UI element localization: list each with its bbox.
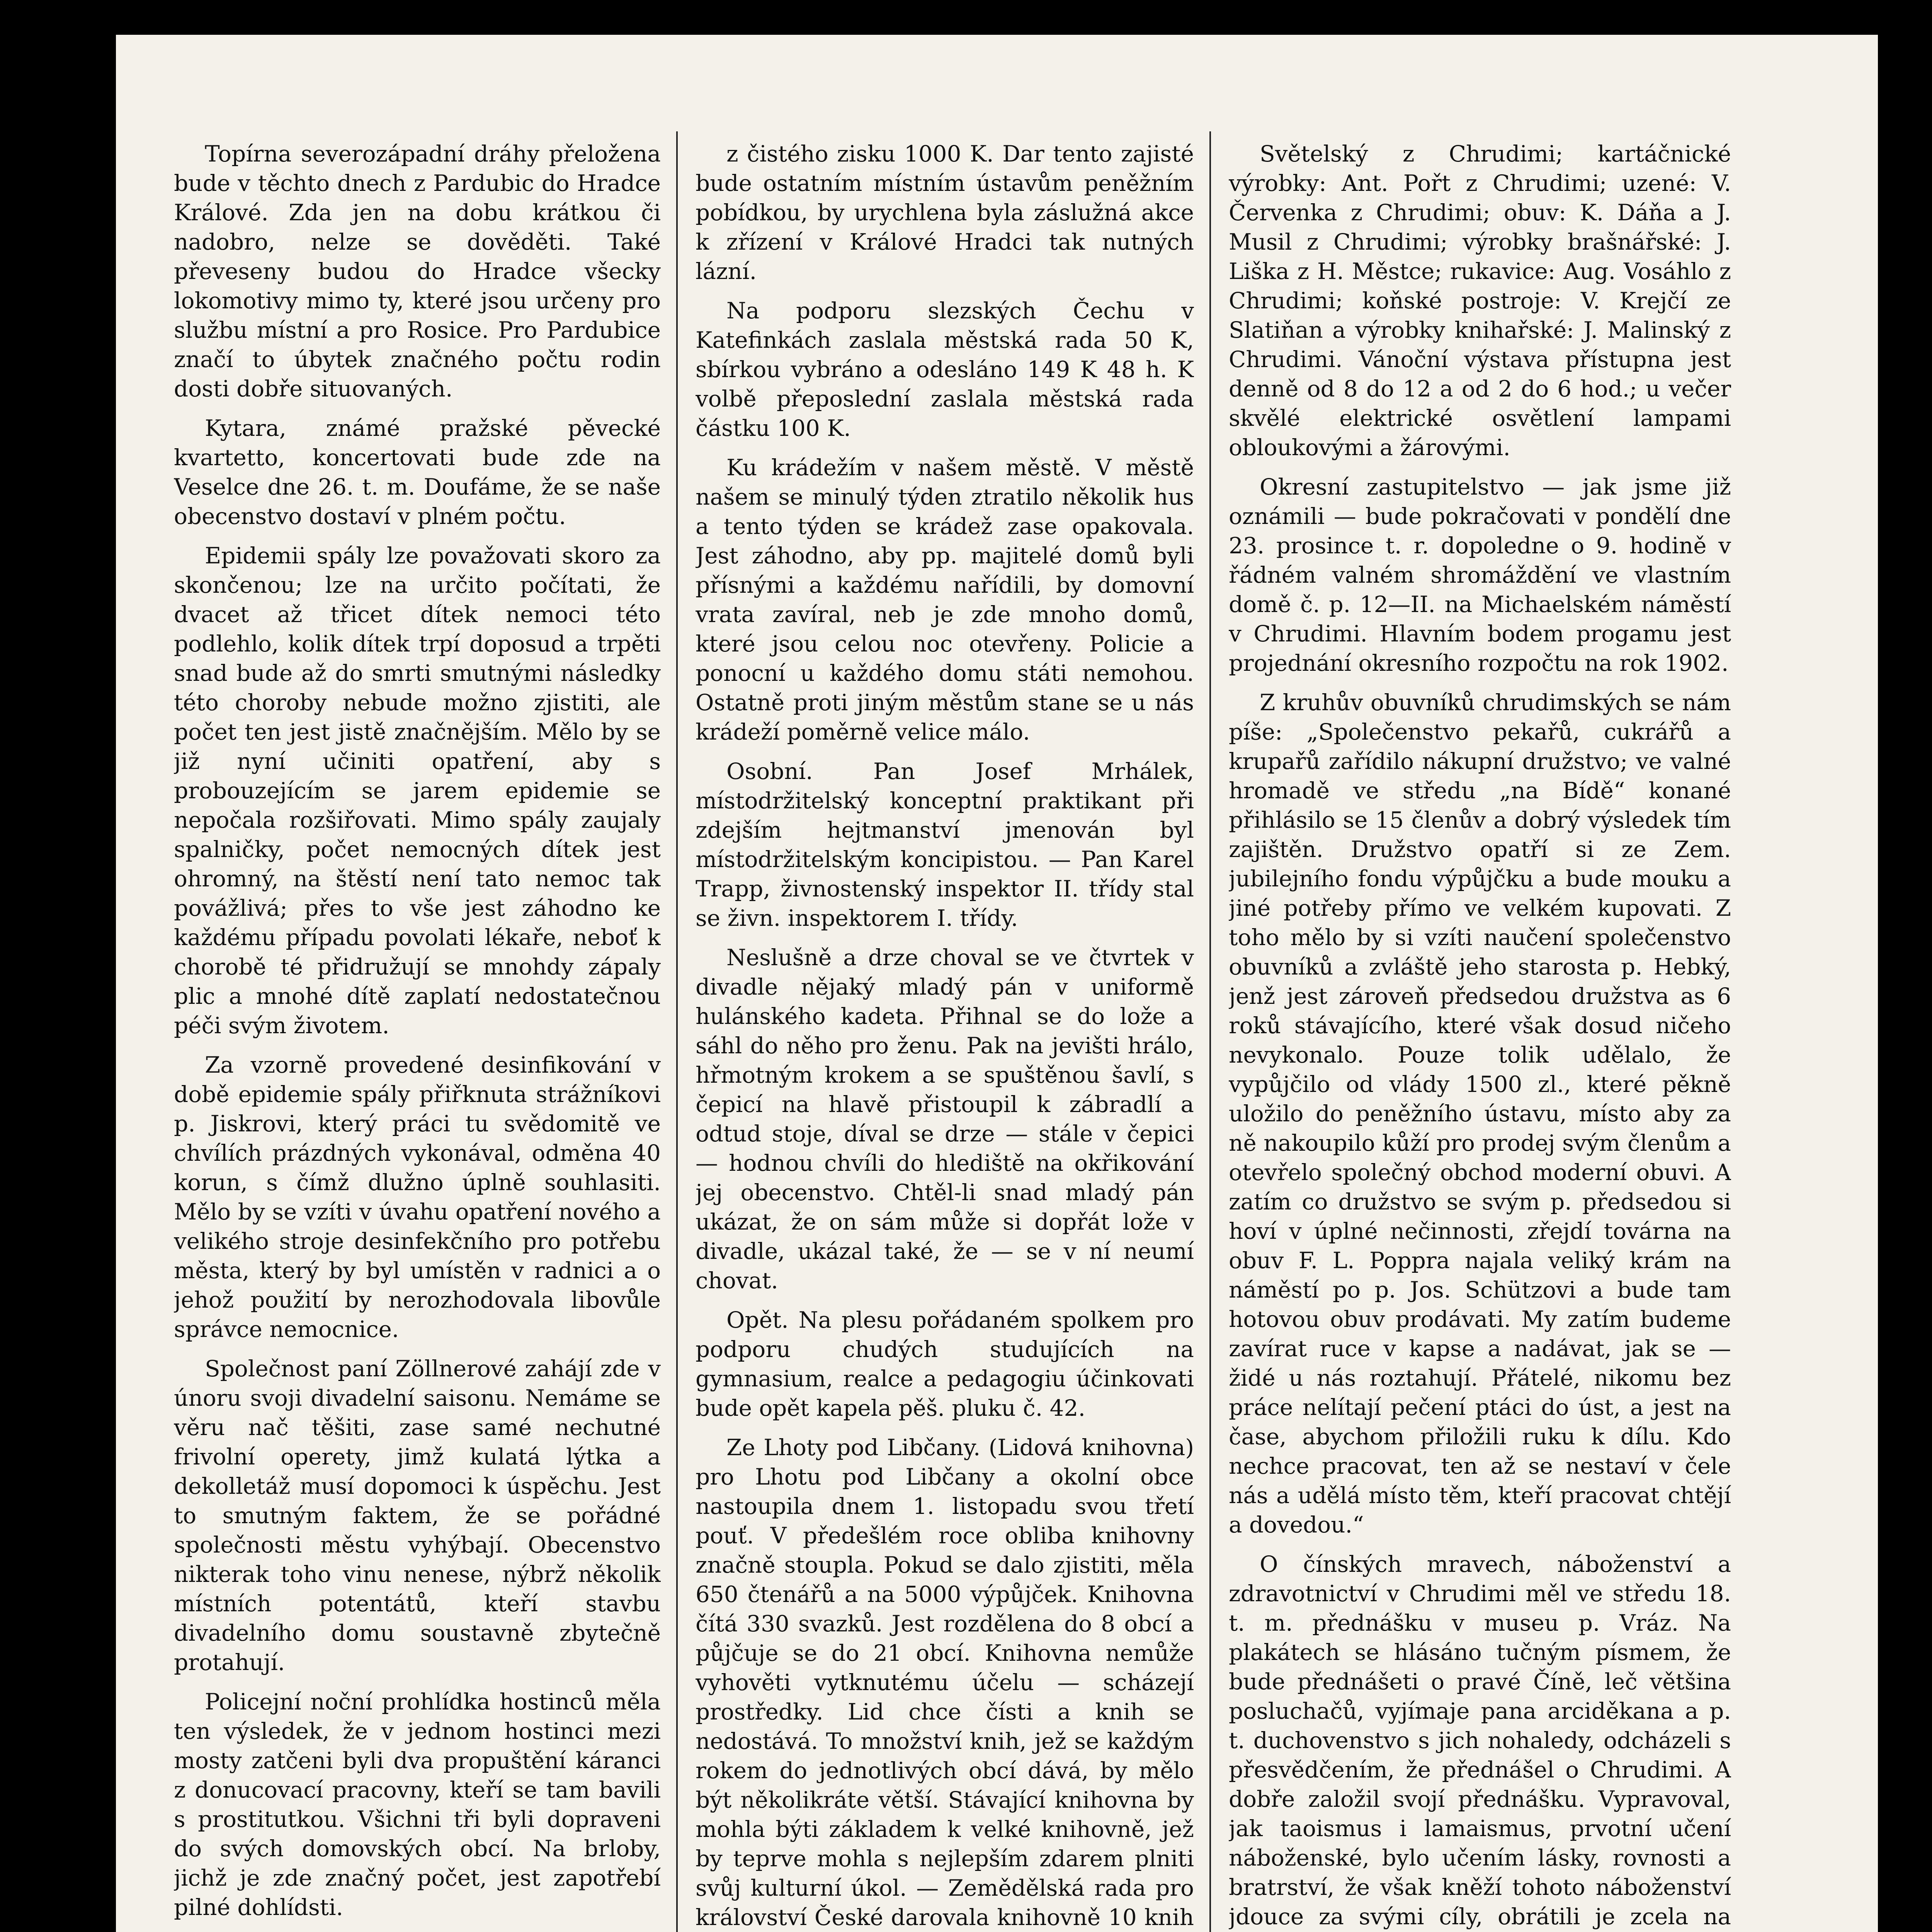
article-paragraph: Ze Lhoty pod Libčany. (Lidová knihovna) pro Lhotu pod Libčany a okolní obce nastoupila dnem 1. listopadu svou třetí pouť. V předešlém roce obliba knihovny značně stoupla. Pokud se dalo zjistiti, měla 650 čtenářů a na 5000 výpůjček. Knihovna čítá 330 svazků. Jest rozdělena do 8 obcí a půjčuje se do 21 obcí. Knihovna nemůže vyhověti vytknutému účelu — scházejí prostředky. Lid chce čísti a knih se nedostává. To množství knih, jež se každým rokem do jednotlivých obcí dává, by mělo být několikráte větší. Stávající knihovna by mohla býti základem k velké knihovně, jež by teprve mohla s nejlepším zdarem plniti svůj kulturní úkol. — Zemědělská rada pro království České darovala knihovně 10 knih <box>696 1434 1194 1930</box>
article-paragraph: Za vzorně provedené desinfikování v době epidemie spály přiřknuta strážníkovi p. Jiskrovi, který práci tu svědomitě ve chvílích prázdných vykonával, odměna 40 korun, s čímž dlužno úplně souhlasiti. Mělo by se vzíti v úvahu opatření nového a velikého stroje desinfekčního pro potřebu města, který by byl umístěn v radnici a o jehož použití by nerozhodovala libovůle správce nemocnice. <box>174 1052 661 1342</box>
article-paragraph: O čínských mravech, náboženství a zdravotnictví v Chrudimi měl ve středu 18. t. m. přednášku v museu p. Vráz. Na plakátech se hlásáno tučným písmem, že bude přednášeti o pravé Číně, leč většina posluchačů, vyjímaje pana arciděkana a p. t. duchovenstvo s jich nohaledy, odcházeli s přesvědčením, že přednášel o Chrudimi. A dobře založil svojí přednášku. Vypravoval, jak taoismus i lamaismus, prvotní učení náboženské, bylo učením lásky, rovnosti a bratrství, že však kněží tohoto náboženství jdouce za svými cíly, obrátili je zcela na <box>1229 1551 1731 1930</box>
article-paragraph: Osobní. Pan Josef Mrhálek, místodržitelský konceptní praktikant při zdejším hejtmanství jmenován byl místodržitelským koncipistou. — Pan Karel Trapp, živnostenský inspektor II. třídy stal se živn. inspektorem I. třídy. <box>696 758 1194 931</box>
article-paragraph: Epidemii spály lze považovati skoro za skončenou; lze na určito počítati, že dvacet až třicet dítek nemoci této podlehlo, kolik dítek trpí doposud a trpěti snad bude až do smrti smutnými následky této choroby nebude možno zjistiti, ale počet ten jest jistě značnějším. Mělo by se již nyní učiniti opatření, aby s probouzejícím se jarem epidemie se nepočala rozšiřovati. Mimo spály zaujaly spalničky, počet nemocných dítek jest ohromný, na štěstí není tato nemoc tak povážlivá; přes to vše jest záhodno ke každému případu povolati lékaře, neboť k chorobě té přidružují se mnohdy zápaly plic a mnohé dítě zaplatí nedostatečnou péči svým životem. <box>174 543 661 1039</box>
article-paragraph: Společnost paní Zöllnerové zahájí zde v únoru svoji divadelní saisonu. Nemáme se věru nač těšiti, zase samé nechutné frivolní operety, jimž kulatá lýtka a dekolletáž musí dopomoci k úspěchu. Jest to smutným faktem, že se pořádné společnosti městu vyhýbají. Obecenstvo nikterak toho vinu nenese, nýbrž několik místních potentátů, kteří stavbu divadelního domu soustavně zbytečně protahují. <box>174 1355 661 1675</box>
article-paragraph: Na podporu slezských Čechu v Katefinkách zaslala městská rada 50 K, sbírkou vybráno a odesláno 149 K 48 h. K volbě přeposlední zaslala městská rada částku 100 K. <box>696 298 1194 441</box>
article-paragraph: Topírna severozápadní dráhy přeložena bude v těchto dnech z Pardubic do Hradce Králové. Zda jen na dobu krátkou či nadobro, nelze se dověděti. Také převeseny budou do Hradce všecky lokomotivy mimo ty, které jsou určeny pro službu místní a pro Rosice. Pro Pardubice značí to úbytek značného počtu rodin dosti dobře situovaných. <box>174 141 661 402</box>
article-paragraph: Okresní zastupitelstvo — jak jsme již oznámili — bude pokračovati v pondělí dne 23. prosince t. r. dopoledne o 9. hodině v řádném valném shromáždění ve vlastním domě č. p. 12—II. na Michaelském náměstí v Chrudimi. Hlavním bodem progamu jest projednání okresního rozpočtu na rok 1902. <box>1229 474 1731 676</box>
column-right <box>1229 139 1731 1932</box>
column-rule <box>676 131 678 1932</box>
column-left <box>174 139 661 1932</box>
article-paragraph: z čistého zisku 1000 K. Dar tento zajisté bude ostatním místním ústavům peněžním pobídkou, by urychlena byla záslužná akce k zřízení v Králové Hradci tak nutných lázní. <box>696 141 1194 284</box>
article-paragraph: Neslušně a drze choval se ve čtvrtek v divadle nějaký mladý pán v uniformě hulánského kadeta. Přihnal se do lože a sáhl do něho pro ženu. Pak na jevišti hrálo, hřmotným krokem a se spuštěnou šavlí, s čepicí na hlavě přistoupil k zábradlí a odtud stoje, díval se drze — stále v čepici — hodnou chvíli do hlediště na okřikování jej obecenstvo. Chtěl-li snad mladý pán ukázat, že on sám může si dopřát lože v divadle, ukázal také, že — se v ní neumí chovat. <box>696 944 1194 1294</box>
newspaper-page <box>116 35 1878 1932</box>
column-rule <box>1209 131 1211 1932</box>
article-paragraph: Světelský z Chrudimi; kartáčnické výrobky: Ant. Pořt z Chrudimi; uzené: V. Červenka z Chrudimi; obuv: K. Dáňa a J. Musil z Chrudimi; výrobky brašnářské: J. Liška z H. Městce; rukavice: Aug. Vosáhlo z Chrudimi; koňské postroje: V. Krejčí ze Slatiňan a výrobky knihařské: J. Malinský z Chrudimi. Vánoční výstava přístupna jest denně od 8 do 12 a od 2 do 6 hod.; u večer skvělé elektrické osvětlení lampami obloukovými a žárovými. <box>1229 141 1731 461</box>
article-paragraph: Ku krádežím v našem městě. V městě našem se minulý týden ztratilo několik hus a tento týden se krádež zase opakovala. Jest záhodno, aby pp. majitelé domů byli přísnými a každému nařídili, by domovní vrata zavíral, neb je zde mnoho domů, které jsou celou noc otevřeny. Policie a ponocní u každého domu státi nemohou. Ostatně proti jiným městům stane se u nás krádeží poměrně velice málo. <box>696 454 1194 745</box>
article-paragraph: Kytara, známé pražské pěvecké kvartetto, koncertovati bude zde na Veselce dne 26. t. m. Doufáme, že se naše obecenstvo dostaví v plném počtu. <box>174 415 661 529</box>
column-middle <box>696 139 1194 1932</box>
article-paragraph: Policejní noční prohlídka hostinců měla ten výsledek, že v jednom hostinci mezi mosty zatčeni byli dva propuštění káranci z donucovací pracovny, kteří se tam bavili s prostitutkou. Všichni tři byli dopraveni do svých domovských obcí. Na brloby, jichž je zde značný počet, jest zapotřebí pilné dohlídsti. <box>174 1689 661 1920</box>
article-paragraph: Opět. Na plesu pořádaném spolkem pro podporu chudých studujících na gymnasium, realce a pedagogiu účinkovati bude opět kapela pěš. pluku č. 42. <box>696 1307 1194 1421</box>
article-paragraph: Z kruhův obuvníků chrudimských se nám píše: „Společenstvo pekařů, cukrářů a krupařů zařídilo nákupní družstvo; ve valné hromadě ve středu „na Bídě“ konané přihlásilo se 15 členův a dobrý výsledek tím zajištěn. Družstvo opatří si ze Zem. jubilejního fondu výpůjčku a bude mouku a jiné potřeby přímo ve velkém kupovati. Z toho mělo by si vzíti naučení společenstvo obuvníků a zvláště jeho starosta p. Hebký, jenž jest zároveň předsedou družstva as 6 roků stávajícího, které však dosud ničeho nevykonalo. Pouze tolik udělalo, že vypůjčilo od vlády 1500 zl., které pěkně uložilo do peněžního ústavu, místo aby za ně nakoupilo kůží pro prodej svým členům a otevřelo společný obchod moderní obuvi. A zatím co družstvo se svým p. předsedou si hoví v úplné nečinnosti, zřejdí továrna na obuv F. L. Poppra najala veliký krám na náměstí po p. Jos. Schützovi a bude tam hotovou obuv prodávati. My zatím budeme zavírat ruce v kapse a nadávat, jak se — židé u nás roztahují. Přátelé, nikomu bez práce nelítají pečení ptáci do úst, a jest na čase, abychom přiložili ruku k dílu. Kdo nechce pracovat, ten až se nestaví v čele nás a udělá místo těm, kteří pracovat chtějí a dovedou.“ <box>1229 689 1731 1538</box>
